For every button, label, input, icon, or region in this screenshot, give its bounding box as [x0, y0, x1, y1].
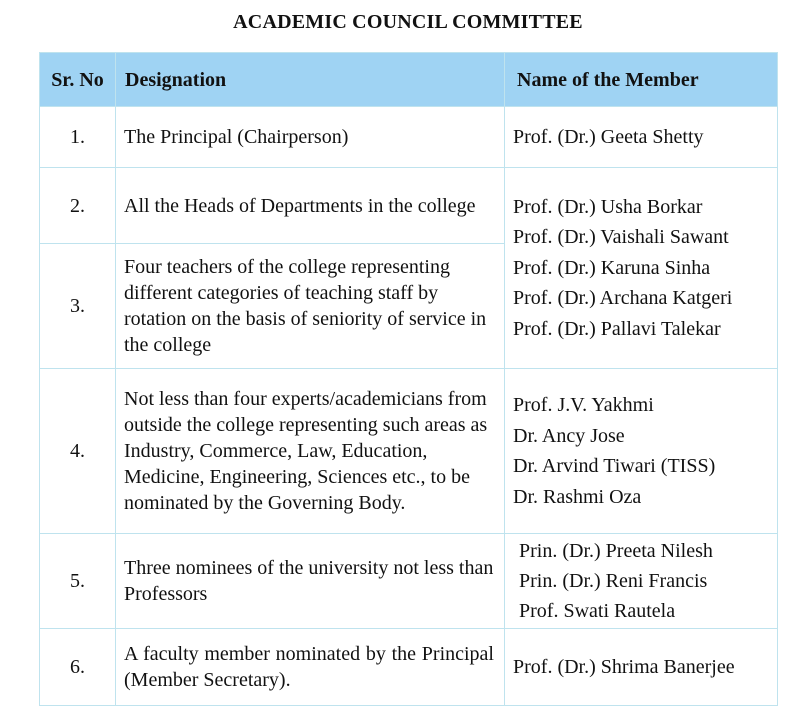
- table-row: [40, 107, 778, 168]
- table-row: [40, 168, 778, 244]
- row-sr-no: 5.: [40, 534, 116, 629]
- member-name: Prof. (Dr.) Karuna Sinha: [513, 256, 711, 279]
- member-name: Prof. Swati Rautela: [519, 600, 676, 622]
- committee-table: [39, 52, 778, 706]
- table-row: [40, 534, 778, 629]
- member-name: Dr. Arvind Tiwari (TISS): [513, 455, 716, 477]
- row-designation: A faculty member nominated by the Principal (Member Secretary).: [116, 629, 505, 706]
- header-sr-no: Sr. No: [40, 53, 116, 107]
- header-member-name: Name of the Member: [505, 53, 778, 107]
- row-members: [505, 107, 778, 168]
- row-sr-no: 6.: [40, 629, 116, 706]
- member-name: Prof. (Dr.) Archana Katgeri: [513, 287, 733, 310]
- row-sr-no: 4.: [40, 369, 116, 534]
- row-designation: Three nominees of the university not less than Professors: [116, 534, 505, 629]
- row-designation: All the Heads of Departments in the college: [116, 168, 505, 244]
- header-designation: Designation: [116, 53, 505, 107]
- row-members: [505, 629, 778, 706]
- member-name: Prof. (Dr.) Geeta Shetty: [513, 125, 704, 148]
- member-name: Prof. (Dr.) Vaishali Sawant: [513, 226, 729, 249]
- row-members: [505, 369, 778, 534]
- member-name: Prof. (Dr.) Pallavi Talekar: [513, 317, 721, 340]
- member-name: Prin. (Dr.) Preeta Nilesh: [519, 540, 713, 562]
- row-sr-no: 1.: [40, 107, 116, 168]
- member-name: Prof. (Dr.) Shrima Banerjee: [513, 655, 735, 678]
- member-name: Prof. J.V. Yakhmi: [513, 394, 654, 416]
- row-members: [505, 168, 778, 369]
- table-header-row: [40, 53, 778, 107]
- row-designation: The Principal (Chairperson): [116, 107, 505, 168]
- member-name: Dr. Ancy Jose: [513, 424, 625, 447]
- member-name: Prof. (Dr.) Usha Borkar: [513, 195, 703, 218]
- row-designation: Not less than four experts/academicians from outside the college representing such areas as Industry, Commerce, Law, Education, Medicine, Engineering, Sciences etc., to be nominated by the Governing Body.: [116, 369, 505, 534]
- row-sr-no: 2.: [40, 168, 116, 244]
- member-name: Prin. (Dr.) Reni Francis: [519, 570, 708, 592]
- table-row: [40, 369, 778, 534]
- row-designation: Four teachers of the college representing different categories of teaching staff by rotation on the basis of seniority of service in the college: [116, 244, 505, 369]
- row-sr-no: 3.: [40, 244, 116, 369]
- table-row: [40, 629, 778, 706]
- row-members: [505, 534, 778, 629]
- page-title: ACADEMIC COUNCIL COMMITTEE: [233, 11, 583, 33]
- member-name: Dr. Rashmi Oza: [513, 485, 642, 508]
